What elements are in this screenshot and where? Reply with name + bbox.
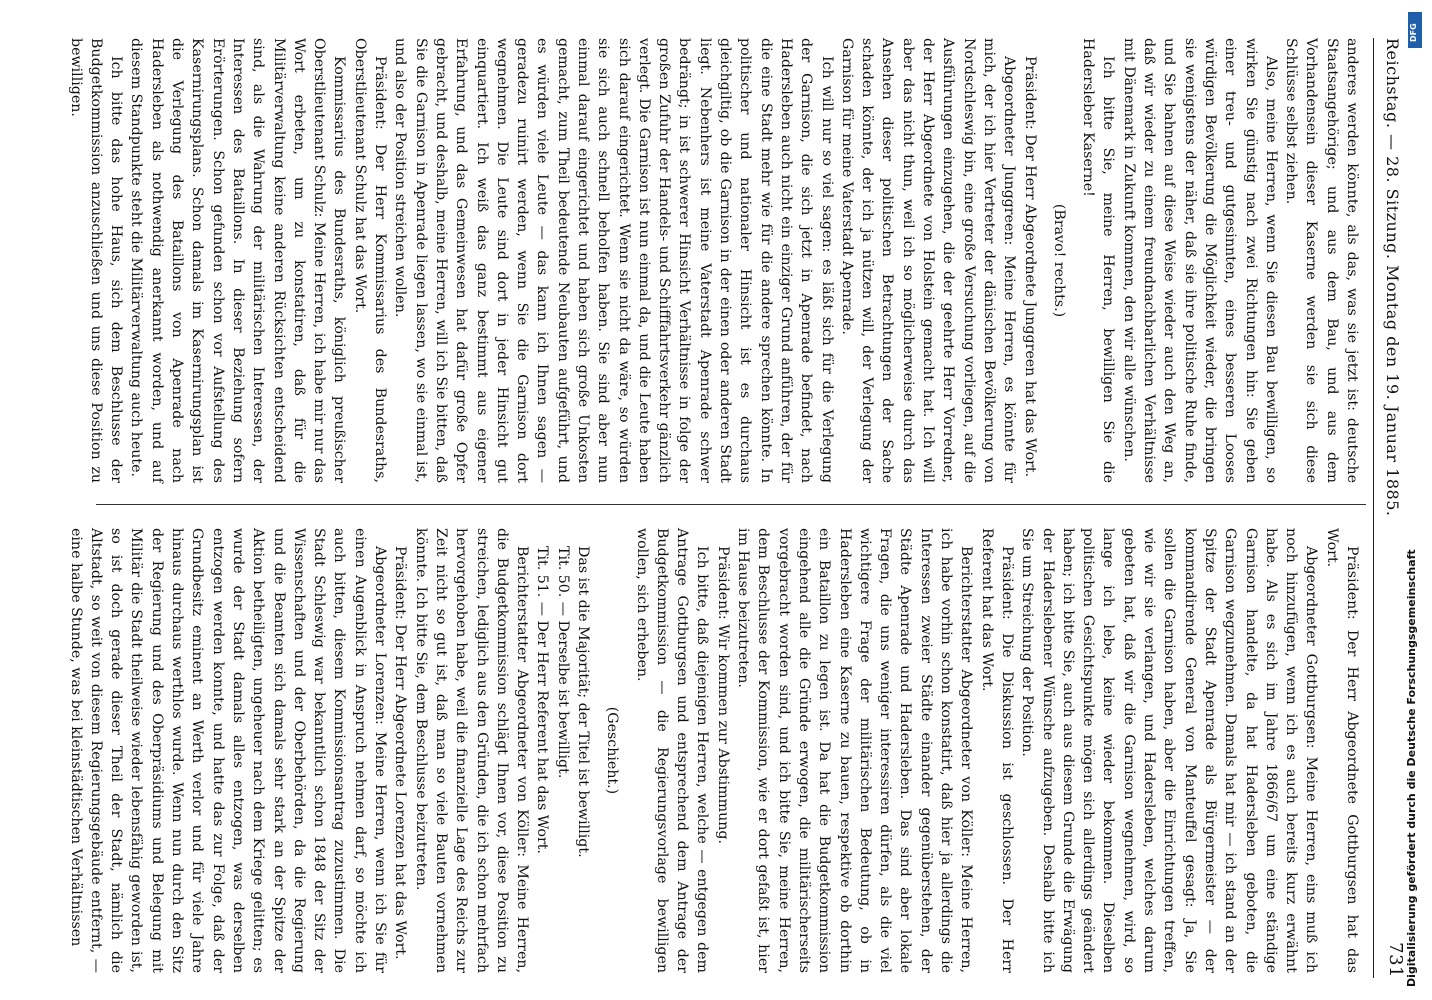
speaker-paragraph: Abgeordneter Junggreen: Meine Herren, es könnte für mich, der ich hier Vertreter der dänischen Bevölkerung von Nordschleswig bin, eine große Versuchung vorliegen, auf die Ausführungen einzugehen, die der geehrte Herr Vorredner, der Herr Abgeordnete von Holstein gemacht hat. Ich will aber das nicht thun, weil ich so möglicherweise durch das Ansehen dieser politischen Betrachtungen der Sache schaden könnte, der ich ja nützen will, der Verlegung der Garnison für meine Vaterstadt Apenrade. (838, 38, 1018, 483)
speaker-paragraph: Präsident: Die Diskussion ist geschlossen. Der Herr Referent hat das Wort. (978, 528, 1015, 973)
speaker-paragraph: Berichterstatter Abgeordneter von Köller: Meine Herren, ich habe vorhin schon konstatirt, daß hier ja allerdings die Interessen zweier Städte einander gegenüberstehen, der Städte Apenrade und Hadersleben. Das sind aber lokale Fragen, die uns weniger interessiren dürfen, als die viel wichtigere Frage der militärischen Bedeutung, ob in Hadersleben eine Kaserne zu bauen, respektive ob dorthin ein Bataillon zu legen ist. Da hat die Budgetkommission eingehend alle die Gründe erwogen, die militärischerseits vorgebracht worden sind, und ich bitte Sie, meine Herren, dem Beschlusse der Kommission, wie er dort gefaßt ist, hier im Hause beizutreten. (735, 528, 975, 973)
speaker-paragraph: Präsident: Der Herr Abgeordnete Gottburgsen hat das Wort. (1323, 528, 1360, 973)
dfg-logo-icon: DFG (1408, 12, 1422, 48)
paragraph: Ich bitte, daß diejenigen Herren, welche — entgegen dem Antrage Gottburgsen und entsprechend dem Antrage der Budgetkommission — die Regierungsvorlage bewilligen wollen, sich erheben. (633, 528, 711, 973)
paragraph: Tit. 50. — Derselbe ist bewilligt. (554, 546, 571, 779)
right-column (67, 528, 1362, 973)
speaker-paragraph: Berichterstatter Abgeordneter von Köller: Meine Herren, die Budgetkommission schlägt Ihnen vor, diese Position zu streichen, lediglich aus den Gründen, die ich schon mehrfach hervorgehoben habe, weil die finanzielle Lage des Reichs zur Zeit nicht so gut ist, daß man so viele Bauten vornehmen könnte. Ich bitte Sie, dem Beschlusse beizutreten. (412, 528, 531, 973)
page-number: 731 (1385, 942, 1406, 978)
left-column (67, 38, 1362, 483)
speaker-paragraph: Abgeordneter Lorenzen: Meine Herren, wenn ich Sie für einen Augenblick in Anspruch nehmen darf, so möchte ich auch bitten, diesem Kommissionsantrag zuzustimmen. Die Stadt Schleswig war bekanntlich schon 1848 der Sitz der Wissenschaften und der Oberbehörden, da die Regierung und die Beamten sich damals sehr stark an der Spitze der Aktion betheiligten, ungeheuer nach dem Kriege gelitten; es wurde der Stadt damals alles entzogen, was derselben entzogen werden konnte, und hatte das zur Folge, daß der Grundbesitz eminent an Werth verlor und für viele Jahre hinaus durchaus werthlos wurde. Wenn nun durch den Sitz der Regierung und des Oberpräsidiums und Belegung mit Militär die Stadt theilweise wieder lebensfähig geworden ist, so ist doch gerade dieser Theil der Stadt, nämlich die Altstadt, so weit von diesem Regierungsgebäude entfernt, — eine halbe Stunde, was bei kleinstädtischen Verhältnissen (67, 528, 389, 973)
speaker-paragraph: Präsident: Der Herr Abgeordnete Lorenzen hat das Wort. (392, 546, 409, 960)
speaker-paragraph: Kommissarius des Bundesraths, königlich preußischer Oberstlieutenant Schulz: Meine Herren, ich habe mir nur das Wort erbeten, um zu konstatiren, daß für die Militärverwaltung keine anderen Rücksichten entscheidend sind, als die Wahrung der militärischen Interessen, der Interessen des Bataillons. In dieser Beziehung sofern Erörterungen. Schon gefunden schon vor Aufstellung des Kasernirungsplans. Schon damals im Kasernirungsplan ist die Verlegung des Bataillons von Apenrade nach Hadersleben als nothwendig anerkannt worden, und auf diesem Standpunkte steht die Militärverwaltung auch heute. (128, 38, 348, 483)
speaker-paragraph: Präsident: Der Herr Kommissarius des Bundesraths, Oberstlieutenant Schulz hat das Wort. (351, 38, 389, 483)
rotated-page-content (67, 38, 1406, 978)
column-divider (96, 504, 1366, 505)
page-header (1376, 38, 1406, 978)
paragraph: anderes werden könnte, als das, was sie jetzt ist: deutsche Staatsangehörige; und aus dem Bau, und aus dem Vorhandensein dieser Kaserne werden sie sich diese Schlüsse selbst ziehen. (1283, 38, 1360, 483)
paragraph: Ich bitte das hohe Haus, sich dem Beschlusse der Budgetkommission anzuschließen und uns diese Position zu bewilligen. (67, 38, 125, 483)
digitization-credit: Digitalisierung gefördert durch die Deutsche Forschungsgemeinschaft (1405, 549, 1418, 987)
speaker-paragraph: Präsident: Der Herr Abgeordnete Junggreen hat das Wort. (1021, 56, 1038, 478)
speaker-paragraph: Präsident: Wir kommen zur Abstimmung. (714, 546, 731, 844)
paragraph: Ich bitte Sie, meine Herren, bewilligen Sie die Hadersleber Kaserne! (1080, 38, 1117, 483)
interjection: (Bravo! rechts.) (1050, 203, 1067, 318)
running-title: Reichstag. — 28. Sitzung. Montag den 19. Januar 1885. (1383, 38, 1402, 517)
speaker-paragraph: Abgeordneter Gottburgsen: Meine Herren, eins muß ich noch hinzufügen, wenn ich es auch bereits kurz erwähnt habe. Als es sich im Jahre 1866/67 um eine ständige Garnison handelte, da hat Hadersleben geboten, die Garnison wegzunehmen. Damals hat mir — ich stand an der Spitze der Stadt Apenrade als Bürgermeister — der kommandirende General von Manteuffel gesagt: Ja, Sie sollen die Garnison haben, aber die Einrichtungen treffen, wie wir sie verlangen, und Hadersleben, welches darum gebeten hat, daß wir die Garnison wegnehmen, wird, so lange ich lebe, keine wieder bekommen. Dieselben politischen Gesichtspunkte mögen sich allerdings geändert haben; ich bitte Sie, auch aus diesem Grunde die Erwägung der Haderslebener Wünsche aufzugeben. Deshalb bitte ich Sie um Streichung der Position. (1019, 528, 1320, 973)
paragraph: Tit. 51. — Der Herr Referent hat das Wort. (534, 546, 551, 854)
interjection: (Geschieht.) (604, 706, 621, 795)
paragraph: Also, meine Herren, wenn Sie diesen Bau bewilligen, so wirken Sie günstig nach zwei Richtungen hin: Sie geben einer treu- und gutgesinnten, eines besseren Looses würdigen Bevölkerung die Möglichkeit wieder, die bringen sie wenigstens der näher, daß sie ihre politische Ruhe finde, und Sie bahnen auf diese Weise wieder auch den Weg an, daß wir wieder zu einem freundnachbarlichen Verhältnisse mit Dänemark in Zukunft kommen, den wir alle wünschen. (1120, 38, 1279, 483)
header-rule (1373, 38, 1374, 978)
paragraph: Ich will nur so viel sagen: es läßt sich für die Verlegung der Garnison, die sich jetzt in Apenrade befindet, nach Hadersleben auch nicht ein einziger Grund anführen, der für die eine Stadt mehr wie für die andere sprechen könnte. In politischer und nationaler Hinsicht ist es durchaus gleichgiltig, ob die Garnison in der einen oder anderen Stadt liegt. Nebenhers ist meine Vaterstadt Apenrade schwer bedrängt; in ist schwerer Hinsicht Verhältnisse in folge der großen Zufuhr der Handels- und Schifffahrtsverkehr gänzlich verlegt. Die Garnison ist nun einmal da, und die Leute haben sich darauf eingerichtet. Wenn sie nicht da wäre, so würden sie sich auch schnell beholfen haben. Sie sind aber nun einmal darauf eingerichtet und haben sich große Unkosten gemacht, zum Theil bedeutende Neubauten aufgeführt, und es würden viele Leute — das kann ich Ihnen sagen — geradezu ruinirt werden, wenn Sie die Garnison dort wegnehmen. Die Leute sind dort in jeder Hinsicht gut einquartiert. Ich weiß das ganz bestimmt aus eigener Erfahrung, und das Gemeinwesen hat dafür große Opfer gebracht, und deshalb, meine Herren, will ich Sie bitten, daß Sie die Garnison in Apenrade liegen lassen, wo sie einmal ist, und also der Position streichen wollen. (392, 38, 835, 483)
paragraph: Das ist die Majorität; der Titel ist bewilligt. (575, 546, 592, 858)
